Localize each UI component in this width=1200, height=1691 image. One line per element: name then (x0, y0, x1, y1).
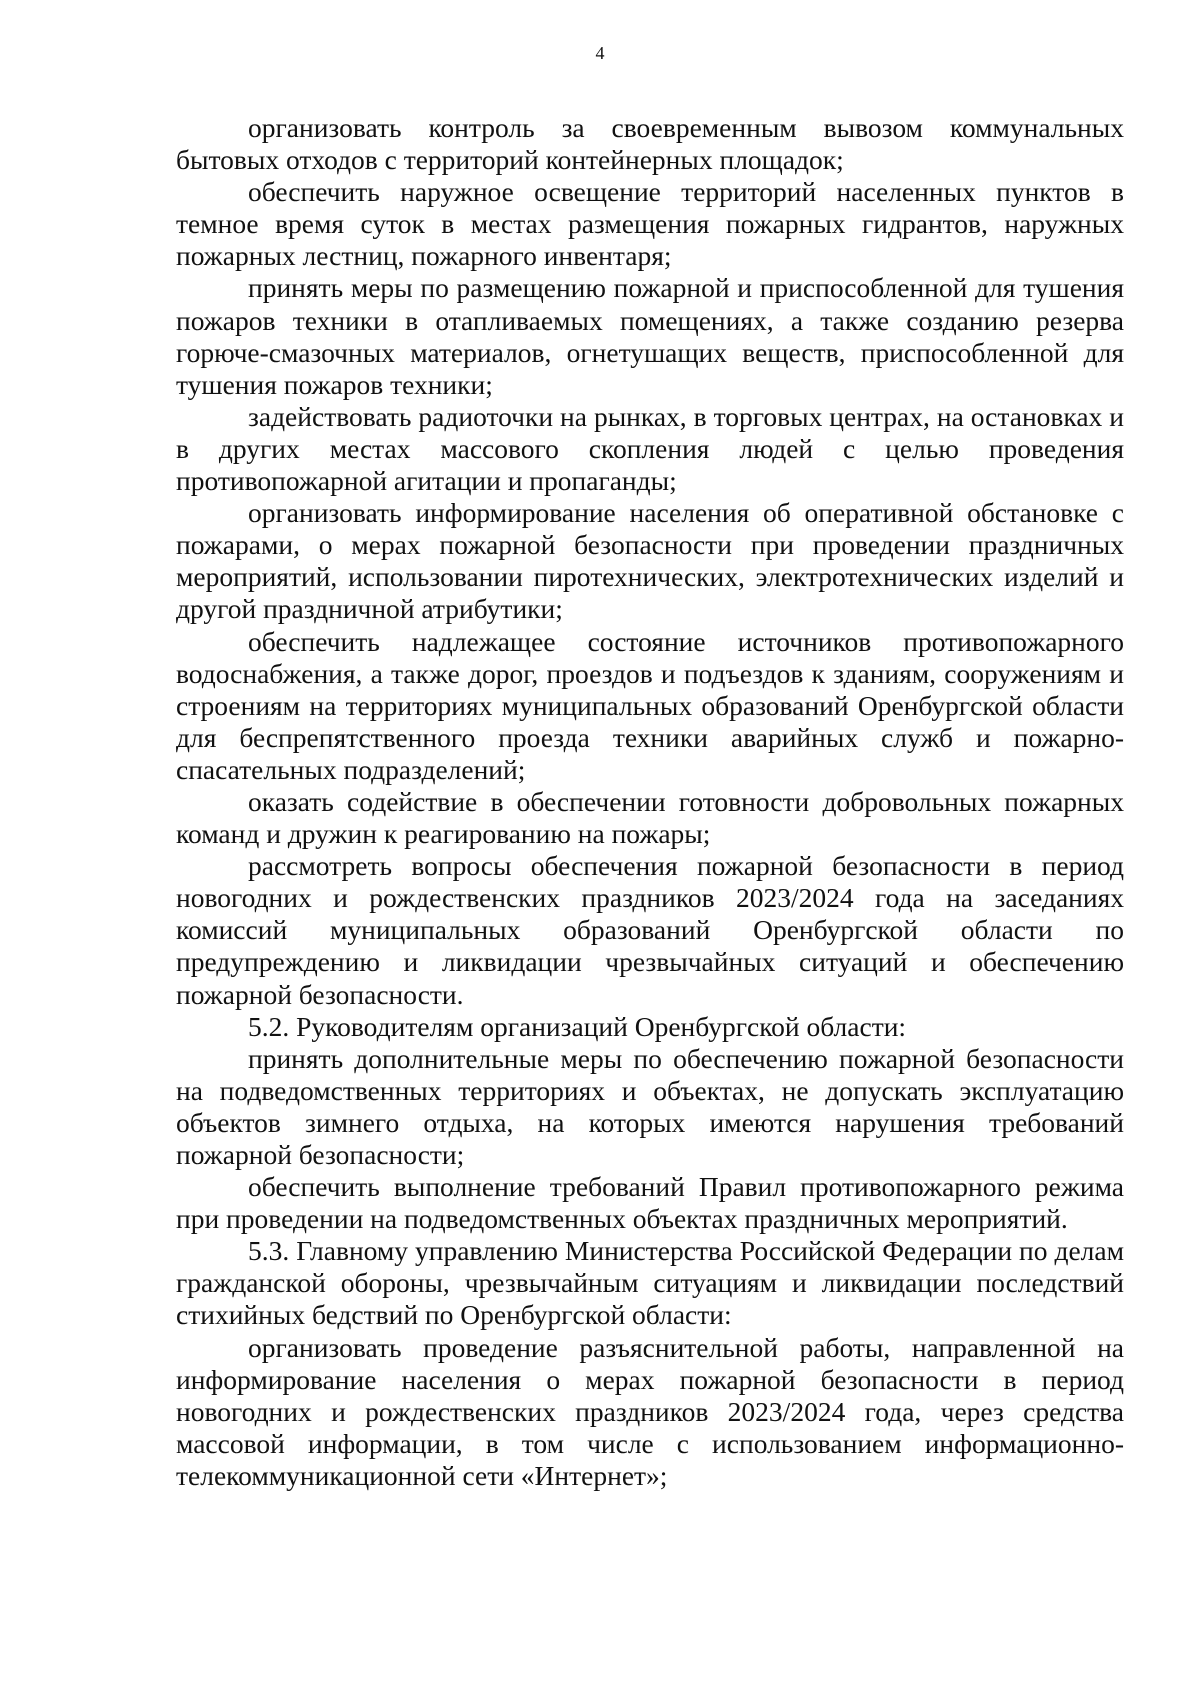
paragraph: оказать содействие в обеспечении готовности добровольных пожарных команд и дружин к реагированию на пожары; (176, 785, 1124, 850)
paragraph: обеспечить выполнение требований Правил противопожарного режима при проведении на подведомственных объектах праздничных мероприятий. (176, 1171, 1124, 1235)
section-heading-5-3: 5.3. Главному управлению Министерства Российской Федерации по делам гражданской обороны, чрезвычайным ситуациям и ликвидации последствий стихийных бедствий по Оренбургской области: (176, 1235, 1124, 1331)
paragraph: обеспечить надлежащее состояние источников противопожарного водоснабжения, а также дорог, проездов и подъездов к зданиям, сооружениям и строениям на территориях муниципальных образований Оренбургской области для беспрепятственного проезда техники аварийных служб и пожарно-спасательных подразделений; (176, 625, 1124, 785)
document-body (176, 112, 1124, 1492)
paragraph: обеспечить наружное освещение территорий населенных пунктов в темное время суток в местах размещения пожарных гидрантов, наружных пожарных лестниц, пожарного инвентаря; (176, 176, 1124, 272)
section-heading-5-2: 5.2. Руководителям организаций Оренбургской области: (248, 1010, 907, 1042)
paragraph: организовать контроль за своевременным вывозом коммунальных бытовых отходов с территорий контейнерных площадок; (176, 112, 1124, 176)
paragraph: принять дополнительные меры по обеспечению пожарной безопасности на подведомственных территориях и объектах, не допускать эксплуатацию объектов зимнего отдыха, на которых имеются нарушения требований пожарной безопасности; (176, 1042, 1124, 1170)
paragraph: рассмотреть вопросы обеспечения пожарной безопасности в период новогодних и рождественских праздников 2023/2024 года на заседаниях комиссий муниципальных образований Оренбургской области по предупреждению и ликвидации чрезвычайных ситуаций и обеспечению пожарной безопасности. (176, 850, 1124, 1010)
paragraph: организовать проведение разъяснительной работы, направленной на информирование населения о мерах пожарной безопасности в период новогодних и рождественских праздников 2023/2024 года, через средства массовой информации, в том числе с использованием информационно-телекоммуникационной сети «Интернет»; (176, 1331, 1124, 1491)
paragraph: задействовать радиоточки на рынках, в торговых центрах, на остановках и в других местах массового скопления людей с целью проведения противопожарной агитации и пропаганды; (176, 400, 1124, 497)
paragraph: принять меры по размещению пожарной и приспособленной для тушения пожаров техники в отапливаемых помещениях, а также созданию резерва горюче-смазочных материалов, огнетушащих веществ, приспособленной для тушения пожаров техники; (176, 272, 1124, 400)
page-number: 4 (595, 43, 605, 63)
paragraph: организовать информирование населения об оперативной обстановке с пожарами, о мерах пожарной безопасности при проведении праздничных мероприятий, использовании пиротехнических, электротехнических изделий и другой праздничной атрибутики; (176, 497, 1124, 625)
